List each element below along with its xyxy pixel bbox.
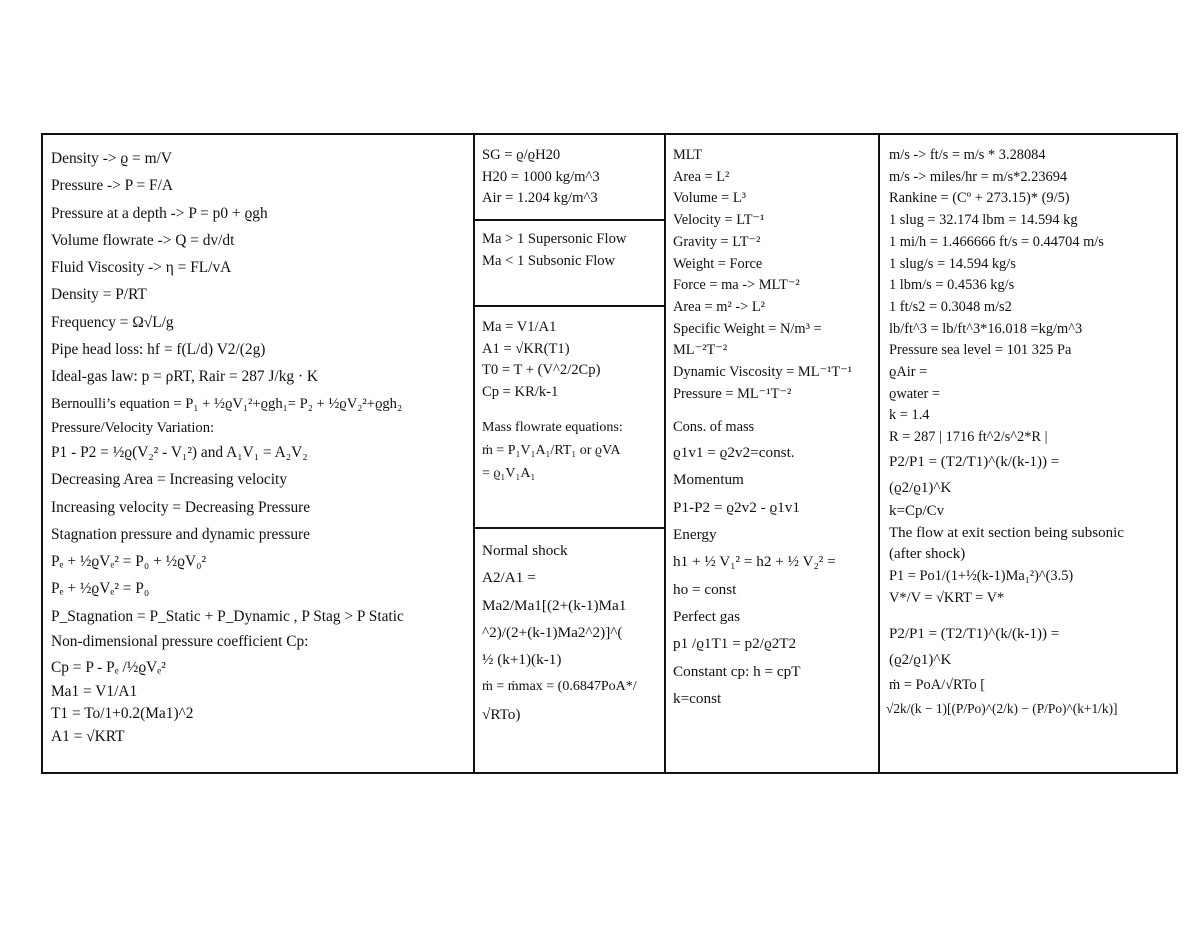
formula-line: 1 mi/h = 1.466666 ft/s = 0.44704 m/s [889, 233, 1104, 250]
formula-line: Bernoulli’s equation = P₁ + ½ϱV₁²+ϱgh₁= P₂ + ½ϱV₂²+ϱgh₂ [51, 395, 403, 412]
formula-line: H20 = 1000 kg/m^3 [482, 168, 600, 185]
formula-line: = ϱ₁V₁A₁ [482, 465, 536, 481]
formula-line: P_Stagnation = P_Static + P_Dynamic , P Stag > P Static [51, 607, 404, 625]
formula-line: Pressure at a depth -> P = p0 + ϱgh [51, 204, 268, 222]
formula-line: P2/P1 = (T2/T1)^(k/(k-1)) = [889, 626, 1060, 643]
formula-line: Cons. of mass [673, 419, 755, 436]
formula-line: Ideal-gas law: p = ρRT, Rair = 287 J/kg · K [51, 368, 319, 386]
formula-line: m/s -> miles/hr = m/s*2.23694 [889, 168, 1068, 185]
formula-line: k=Cp/Cv [889, 502, 945, 519]
formula-line: Normal shock [482, 542, 568, 559]
formula-line: (ϱ2/ϱ1)^K [889, 652, 952, 669]
formula-line: 1 slug = 32.174 lbm = 14.594 kg [889, 212, 1078, 229]
formula-line: ho = const [673, 580, 737, 598]
formula-line: 1 lbm/s = 0.4536 kg/s [889, 277, 1015, 294]
formula-line: Ma1 = V1/A1 [51, 683, 138, 701]
formula-line: lb/ft^3 = lb/ft^3*16.018 =kg/m^3 [889, 320, 1083, 337]
formula-line: Rankine = (Cº + 273.15)* (9/5) [889, 190, 1070, 207]
formula-line: ML⁻²T⁻² [673, 342, 728, 359]
formula-line: R = 287 | 1716 ft^2/s^2*R | [889, 429, 1048, 446]
formula-line: P1 = Po1/(1+½(k-1)Ma₁²)^(3.5) [889, 567, 1074, 584]
mach-regime-box [475, 219, 664, 305]
formula-line: Volume flowrate -> Q = dv/dt [51, 231, 235, 249]
formula-line: Frequency = Ω√L/g [51, 313, 174, 331]
formula-line: Weight = Force [673, 255, 763, 272]
density-box [475, 145, 664, 219]
formula-line: Stagnation pressure and dynamic pressure [51, 525, 311, 543]
formula-line: (after shock) [889, 546, 966, 563]
formula-line: A2/A1 = [482, 569, 536, 587]
column-compressible-flow [475, 135, 666, 772]
formula-line: Energy [673, 526, 717, 544]
formula-line: Area = m² -> L² [673, 298, 765, 315]
formula-line: Ma < 1 Subsonic Flow [482, 252, 616, 269]
formula-line: SG = ϱ/ϱH20 [482, 147, 561, 163]
formula-sheet [41, 133, 1178, 774]
formula-line: 1 slug/s = 14.594 kg/s [889, 255, 1016, 272]
formula-line: Increasing velocity = Decreasing Pressure [51, 498, 311, 516]
formula-line: Fluid Viscosity -> η = FL/vA [51, 259, 232, 277]
formula-line: ½ (k+1)(k-1) [482, 651, 562, 669]
column-fluid-basics [43, 135, 475, 772]
formula-line: A1 = √KR(T1) [482, 340, 570, 357]
formula-line: h1 + ½ V₁² = h2 + ½ V₂² = [673, 553, 836, 571]
formula-line: Pressure -> P = F/A [51, 177, 173, 195]
formula-line: p1 /ϱ1T1 = p2/ϱ2T2 [673, 635, 797, 653]
formula-line: Pₑ + ½ϱVₑ² = P₀ [51, 580, 150, 598]
formula-line: Dynamic Viscosity = ML⁻¹T⁻¹ [673, 364, 853, 381]
formula-line: Mass flowrate equations: [482, 420, 623, 435]
formula-line: Gravity = LT⁻² [673, 233, 761, 250]
formula-line: Area = L² [673, 168, 730, 185]
formula-line: Pressure sea level = 101 325 Pa [889, 342, 1072, 359]
formula-line: Cp = KR/k-1 [482, 383, 559, 400]
formula-line: T1 = To/1+0.2(Ma1)^2 [51, 705, 194, 723]
formula-line: ṁ = ṁmax = (0.6847PoA*/ [482, 679, 637, 695]
formula-line: k = 1.4 [889, 407, 930, 424]
normal-shock-box [475, 527, 664, 772]
formula-line: Volume = L³ [673, 190, 746, 207]
formula-line: Ma2/Ma1[(2+(k-1)Ma1 [482, 596, 627, 614]
formula-line: Constant cp: h = cpT [673, 662, 801, 680]
formula-line: Air = 1.204 kg/m^3 [482, 190, 598, 206]
formula-line: √RTo) [482, 705, 521, 723]
formula-line: Non-dimensional pressure coefficient Cp: [51, 633, 309, 651]
formula-line: Density -> ϱ = m/V [51, 150, 172, 167]
formula-line: Cp = P - Pₑ /½ϱVₑ² [51, 659, 166, 677]
formula-line: P2/P1 = (T2/T1)^(k/(k-1)) = [889, 453, 1060, 470]
formula-line: ϱ1v1 = ϱ2v2=const. [673, 444, 795, 462]
formula-line: V*/V = √KRT = V* [889, 589, 1005, 606]
formula-line: Decreasing Area = Increasing velocity [51, 471, 288, 489]
column-dimensions-and-laws [666, 135, 880, 772]
formula-line: ṁ = PoA/√RTo [ [889, 677, 986, 694]
formula-line: ṁ = P₁V₁A₁/RT₁ or ϱVA [482, 442, 621, 458]
formula-line: Pₑ + ½ϱVₑ² = P₀ + ½ϱV₀² [51, 553, 207, 571]
formula-line: √2k/(k − 1)[(P/Po)^(2/k) − (P/Po)^(k+1/k)] [886, 701, 1118, 717]
formula-line: ϱwater = [889, 385, 940, 402]
formula-line: P1 - P2 = ½ϱ(V₂² - V₁²) and A₁V₁ = A₂V₂ [51, 443, 308, 461]
formula-line: A1 = √KRT [51, 728, 125, 746]
formula-line: Force = ma -> MLT⁻² [673, 277, 800, 294]
formula-line: m/s -> ft/s = m/s * 3.28084 [889, 147, 1046, 163]
formula-line: Density = P/RT [51, 286, 147, 304]
formula-line: MLT [673, 147, 703, 163]
formula-line: The flow at exit section being subsonic [889, 524, 1124, 541]
formula-line: Ma = V1/A1 [482, 319, 557, 335]
formula-line: ϱAir = [889, 364, 928, 381]
formula-line: Perfect gas [673, 607, 741, 625]
formula-line: Pressure/Velocity Variation: [51, 419, 215, 436]
formula-line: 1 ft/s2 = 0.3048 m/s2 [889, 298, 1012, 315]
formula-line: Specific Weight = N/m³ = [673, 320, 822, 337]
column-conversions [880, 135, 1176, 772]
formula-line: ^2)/(2+(k-1)Ma2^2)]^( [482, 623, 623, 641]
formula-line: k=const [673, 689, 722, 707]
mass-flow-box [475, 305, 664, 527]
formula-line: T0 = T + (V^2/2Cp) [482, 362, 601, 378]
formula-line: Pipe head loss: hf = f(L/d) V2/(2g) [51, 341, 266, 359]
formula-line: (ϱ2/ϱ1)^K [889, 479, 952, 496]
formula-line: Momentum [673, 471, 744, 489]
formula-line: Velocity = LT⁻¹ [673, 212, 765, 229]
formula-line: Ma > 1 Supersonic Flow [482, 231, 627, 247]
formula-line: P1-P2 = ϱ2v2 - ϱ1v1 [673, 498, 800, 516]
formula-line: Pressure = ML⁻¹T⁻² [673, 385, 792, 402]
